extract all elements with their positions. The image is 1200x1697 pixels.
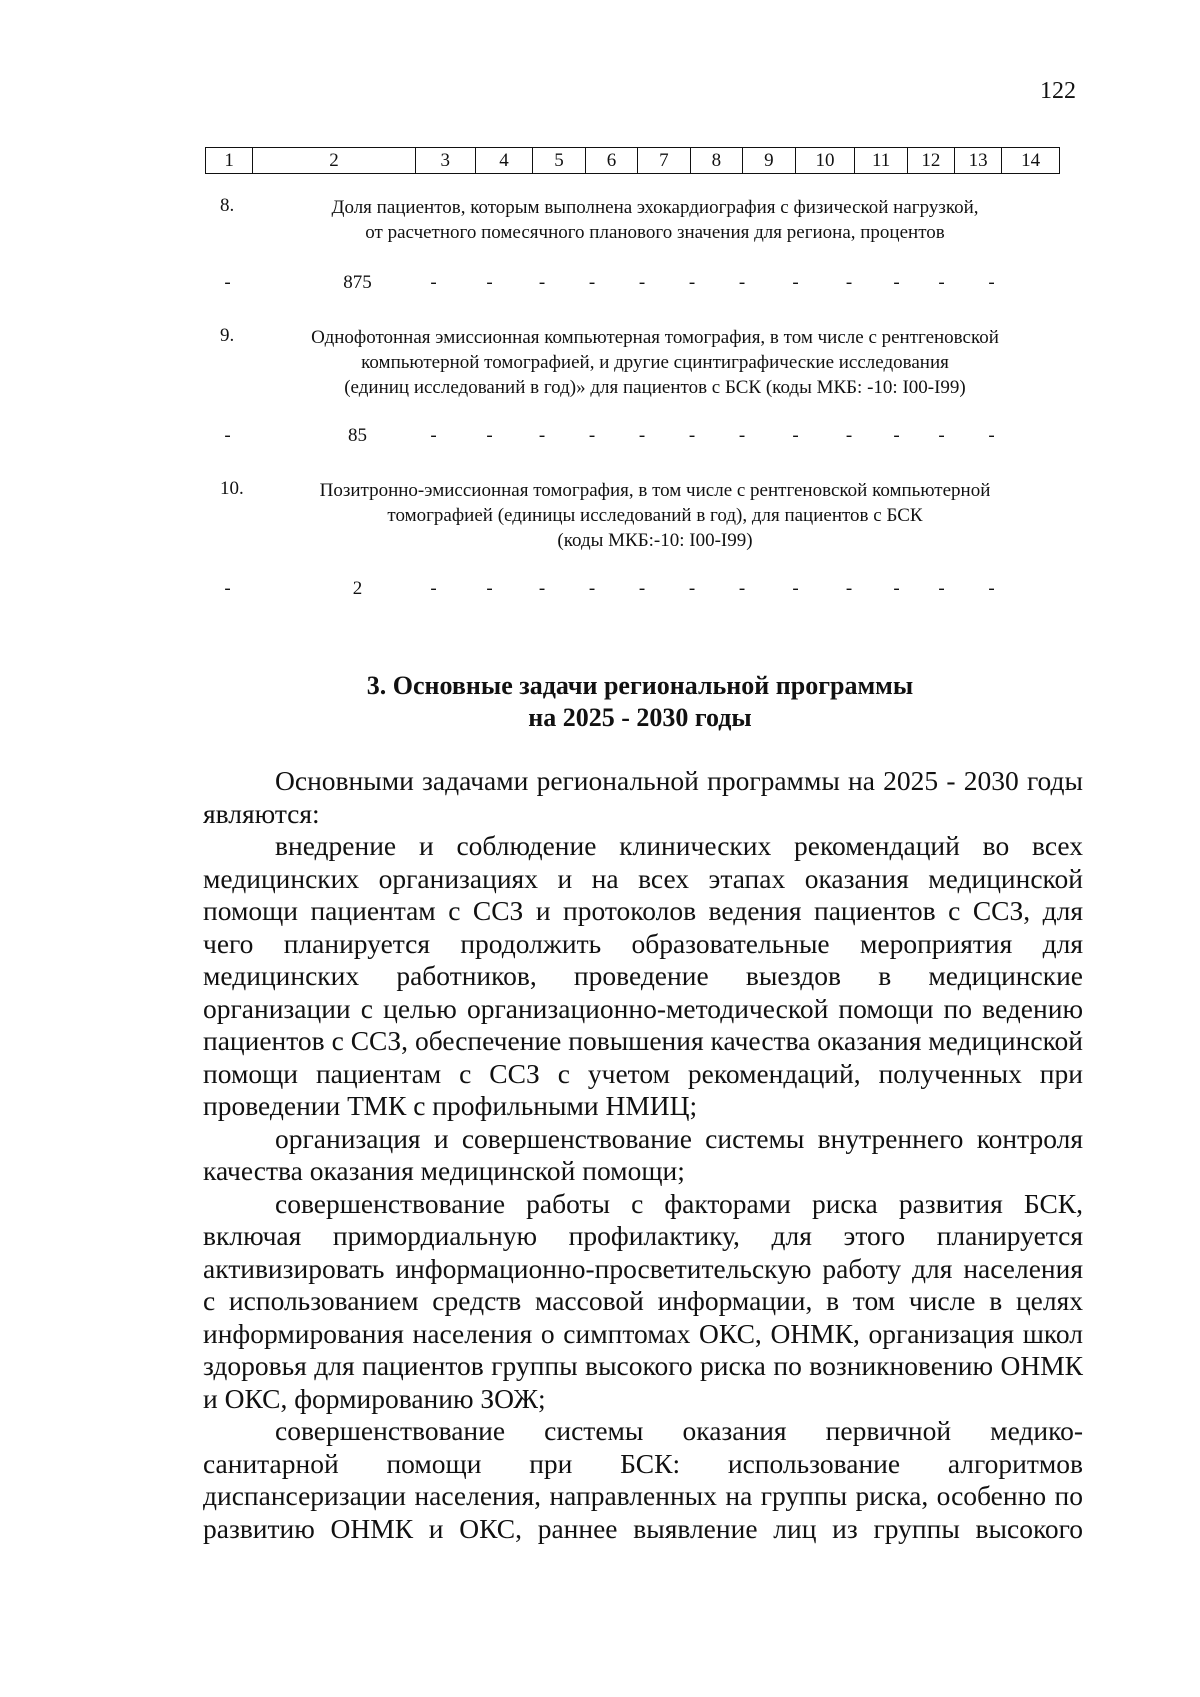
value-cell: - bbox=[588, 425, 596, 446]
header-cell: 7 bbox=[638, 148, 690, 174]
value-cell: - bbox=[792, 272, 799, 293]
row-title-line: Однофотонная эмиссионная компьютерная томография, в том числе с рентгеновской bbox=[311, 327, 999, 348]
header-cell: 12 bbox=[907, 148, 954, 174]
row-title-line: компьютерной томографией, и другие сцинтиграфические исследования bbox=[361, 352, 949, 373]
header-cell: 5 bbox=[533, 148, 585, 174]
header-cell: 1 bbox=[206, 148, 253, 174]
value-cell: - bbox=[486, 578, 493, 599]
header-cell: 14 bbox=[1002, 148, 1060, 174]
row-title bbox=[255, 325, 1055, 400]
value-cell: - bbox=[486, 425, 493, 446]
paragraph: совершенствование работы с факторами риска развития БСК, включая примордиальную профилактику, для этого планируется активизировать информационно-просветительскую работу для населения с использованием средств массовой информации, в том числе в целях информирования населения о симптомах ОКС, ОНМК, организация школ здоровья для пациентов группы высокого риска по возникновению ОНМК и ОКС, формированию ЗОЖ; bbox=[203, 1187, 1083, 1414]
row-title-line: (коды МКБ:-10: I00-I99) bbox=[557, 530, 753, 551]
value-cell: - bbox=[688, 425, 696, 446]
row-title-line: Доля пациентов, которым выполнена эхокардиография с физической нагрузкой, bbox=[331, 197, 979, 218]
value-cell: - bbox=[486, 272, 493, 293]
value-cell: - bbox=[845, 425, 853, 446]
value-cell: - bbox=[638, 425, 646, 446]
row-number: 8. bbox=[220, 195, 235, 216]
value-cell: - bbox=[538, 425, 546, 446]
header-cell: 6 bbox=[585, 148, 637, 174]
value-cell: 2 bbox=[352, 578, 363, 599]
value-cell: - bbox=[588, 578, 596, 599]
row-title-line: Позитронно-эмиссионная томография, в том числе с рентгеновской компьютерной bbox=[319, 480, 991, 501]
value-cell: - bbox=[224, 425, 231, 446]
value-cell: - bbox=[738, 272, 746, 293]
value-cell: - bbox=[538, 578, 546, 599]
row-title-line: (единиц исследований в год)» для пациентов с БСК (коды МКБ: -10: I00-I99) bbox=[344, 377, 966, 398]
section-heading-line: на 2025 - 2030 годы bbox=[528, 703, 752, 732]
header-cell: 4 bbox=[475, 148, 533, 174]
value-cell: - bbox=[688, 272, 696, 293]
value-cell: - bbox=[430, 425, 437, 446]
row-title-line: томографией (единицы исследований в год), для пациентов с БСК bbox=[387, 505, 923, 526]
paragraph: организация и совершенствование системы внутреннего контроля качества оказания медицинской помощи; bbox=[203, 1122, 1083, 1186]
header-cell: 9 bbox=[743, 148, 795, 174]
value-cell: - bbox=[845, 578, 853, 599]
row-number: 9. bbox=[220, 325, 235, 346]
value-cell: - bbox=[638, 272, 646, 293]
value-cell: - bbox=[893, 272, 900, 293]
value-cell: - bbox=[224, 272, 231, 293]
value-cell: - bbox=[688, 578, 696, 599]
header-cell: 13 bbox=[955, 148, 1002, 174]
page-number: 122 bbox=[1040, 78, 1076, 104]
value-cell: - bbox=[845, 272, 853, 293]
value-cell: 875 bbox=[343, 272, 372, 293]
paragraph: совершенствование системы оказания первичной медико-санитарной помощи при БСК: использование алгоритмов диспансеризации населения, направленных на группы риска, особенно по развитию ОНМК и ОКС, раннее выявление лиц из группы высокого bbox=[203, 1415, 1083, 1544]
header-cell: 11 bbox=[855, 148, 907, 174]
value-cell: - bbox=[988, 578, 995, 599]
header-cell: 8 bbox=[690, 148, 742, 174]
value-cell: - bbox=[988, 272, 995, 293]
value-cell: 85 bbox=[348, 425, 367, 446]
header-cell: 3 bbox=[415, 148, 475, 174]
value-cell: - bbox=[938, 272, 945, 293]
paragraph: Основными задачами региональной программы на 2025 - 2030 годы являются: bbox=[203, 765, 1083, 829]
value-cell: - bbox=[538, 272, 546, 293]
value-cell: - bbox=[430, 272, 437, 293]
value-cell: - bbox=[638, 578, 646, 599]
value-cell: - bbox=[988, 425, 995, 446]
value-cell: - bbox=[938, 578, 945, 599]
values-row-10 bbox=[205, 578, 1060, 608]
value-cell: - bbox=[893, 578, 900, 599]
section-heading-line: 3. Основные задачи региональной программы bbox=[366, 671, 914, 700]
value-cell: - bbox=[893, 425, 900, 446]
row-title bbox=[255, 478, 1055, 553]
header-cell: 2 bbox=[253, 148, 416, 174]
value-cell: - bbox=[588, 272, 596, 293]
paragraph: внедрение и соблюдение клинических рекомендаций во всех медицинских организациях и на всех этапах оказания медицинской помощи пациентам с ССЗ и протоколов ведения пациентов с ССЗ, для чего планируется продолжить образовательные мероприятия для медицинских работников, проведение выездов в медицинские организации с целью организационно-методической помощи по ведению пациентов с ССЗ, обеспечение повышения качества оказания медицинской помощи пациентам с ССЗ с учетом рекомендаций, полученных при проведении ТМК с профильными НМИЦ; bbox=[203, 830, 1083, 1121]
value-cell: - bbox=[792, 425, 799, 446]
row-title bbox=[255, 195, 1055, 245]
column-number-header bbox=[205, 147, 1060, 174]
value-cell: - bbox=[430, 578, 437, 599]
values-row-8 bbox=[205, 272, 1060, 302]
value-cell: - bbox=[792, 578, 799, 599]
header-cell: 10 bbox=[795, 148, 855, 174]
body-text bbox=[203, 765, 1083, 1545]
section-heading bbox=[0, 670, 1200, 734]
value-cell: - bbox=[738, 578, 746, 599]
row-number: 10. bbox=[220, 478, 244, 499]
value-cell: - bbox=[224, 578, 231, 599]
value-cell: - bbox=[738, 425, 746, 446]
values-row-9 bbox=[205, 425, 1060, 455]
value-cell: - bbox=[938, 425, 945, 446]
row-title-line: от расчетного помесячного планового значения для региона, процентов bbox=[365, 222, 945, 243]
